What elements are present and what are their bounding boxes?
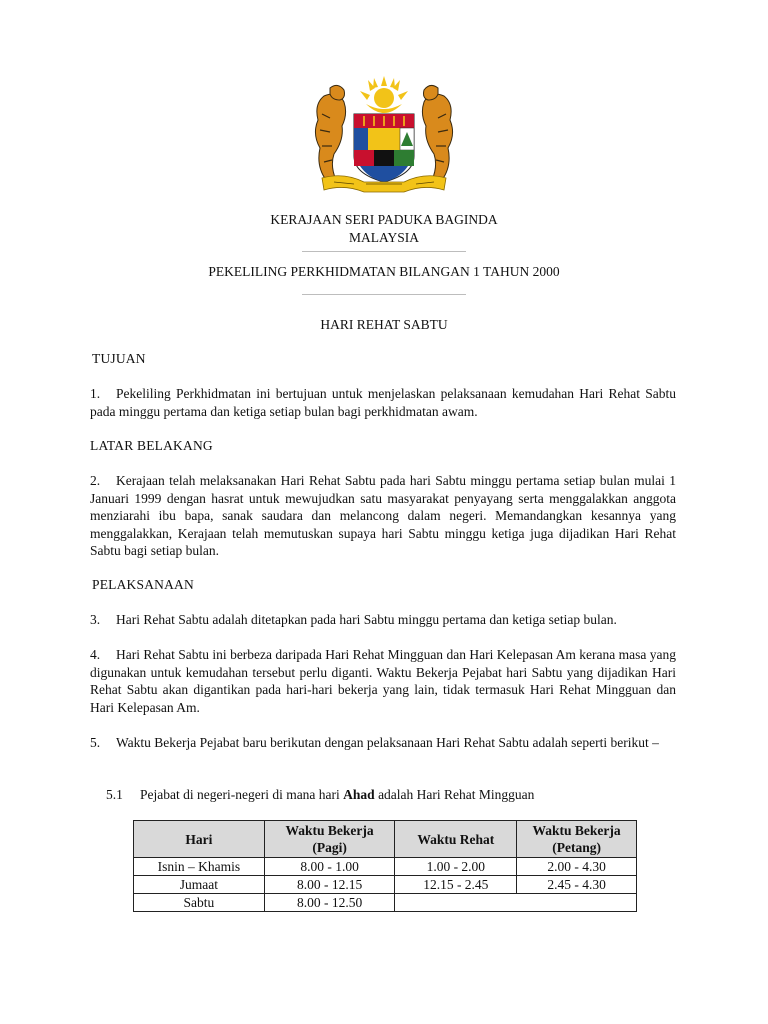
- subject-title: HARI REHAT SABTU: [320, 317, 448, 332]
- header-line: (Pagi): [312, 840, 347, 855]
- paragraph-number: 3.: [90, 612, 101, 627]
- table-row: [134, 894, 637, 912]
- cell-petang: 2.00 - 4.30: [517, 858, 637, 876]
- country-title: MALAYSIA: [348, 230, 419, 245]
- paragraph-number: 2.: [90, 473, 101, 488]
- section-heading-tujuan: TUJUAN: [92, 351, 146, 366]
- table-header-row: [134, 821, 637, 858]
- circular-title: PEKELILING PERKHIDMATAN BILANGAN 1 TAHUN 2000: [208, 264, 560, 279]
- cell-pagi: 8.00 - 12.50: [264, 894, 395, 912]
- column-header-petang: [517, 821, 637, 858]
- header-line: Waktu Bekerja: [285, 823, 374, 838]
- column-header-hari: Hari: [134, 821, 265, 858]
- table-row: [134, 858, 637, 876]
- paragraph-number: 5.: [90, 735, 101, 750]
- paragraph-text: Kerajaan telah melaksanakan Hari Rehat Sabtu pada hari Sabtu minggu pertama setiap bulan mulai 1 Januari 1999 dengan hasrat untuk mewujudkan satu masyarakat penyayang serta menggalakkan anggota menziarahi ibu bapa, sanak saudara dan melancong dalam negeri. Memandangkan kesannya yang menggalakkan, Kerajaan telah memutuskan supaya hari Sabtu minggu ketiga juga dijadikan Hari Rehat Sabtu bagi setiap bulan.: [90, 473, 676, 558]
- cell-pagi: 8.00 - 12.15: [264, 876, 395, 894]
- subparagraph-number: 5.1: [106, 787, 123, 802]
- coat-of-arms-logo: [304, 74, 464, 196]
- cell-hari: Isnin – Khamis: [134, 858, 265, 876]
- government-title: KERAJAAN SERI PADUKA BAGINDA: [270, 212, 498, 227]
- paragraph-4: [90, 646, 676, 716]
- paragraph-3: [90, 611, 676, 629]
- cell-hari: Jumaat: [134, 876, 265, 894]
- cell-hari: Sabtu: [134, 894, 265, 912]
- header-line: (Petang): [552, 840, 601, 855]
- table-row: [134, 876, 637, 894]
- subparagraph-text-after: adalah Hari Rehat Mingguan: [374, 787, 535, 802]
- subparagraph-5-1: [106, 786, 534, 804]
- column-header-rehat: Waktu Rehat: [395, 821, 517, 858]
- paragraph-5: [90, 734, 676, 752]
- paragraph-text: Waktu Bekerja Pejabat baru berikutan dengan pelaksanaan Hari Rehat Sabtu adalah seperti berikut –: [116, 735, 659, 750]
- paragraph-2: [90, 472, 676, 560]
- section-heading-pelaksanaan: PELAKSANAAN: [92, 577, 194, 592]
- section-heading-latar-belakang: LATAR BELAKANG: [90, 438, 213, 453]
- cell-rehat: 1.00 - 2.00: [395, 858, 517, 876]
- working-hours-table: [133, 820, 637, 912]
- paragraph-1: [90, 385, 676, 420]
- divider-line: [302, 294, 466, 295]
- paragraph-text: Hari Rehat Sabtu adalah ditetapkan pada hari Sabtu minggu pertama dan ketiga setiap bulan.: [116, 612, 617, 627]
- paragraph-text: Pekeliling Perkhidmatan ini bertujuan untuk menjelaskan pelaksanaan kemudahan Hari Rehat Sabtu pada minggu pertama dan ketiga setiap bulan bagi perkhidmatan awam.: [90, 386, 676, 419]
- cell-empty: [395, 894, 637, 912]
- column-header-pagi: [264, 821, 395, 858]
- subparagraph-text-before: Pejabat di negeri-negeri di mana hari: [140, 787, 344, 802]
- cell-pagi: 8.00 - 1.00: [264, 858, 395, 876]
- paragraph-text: Hari Rehat Sabtu ini berbeza daripada Hari Rehat Mingguan dan Hari Kelepasan Am kerana masa yang digunakan untuk kemudahan tersebut perlu diganti. Waktu Bekerja Pejabat hari Sabtu yang dijadikan Hari Rehat Sabtu akan digantikan pada hari-hari bekerja yang lain, tidak termasuk Hari Rehat Mingguan dan Hari Kelepasan Am.: [90, 647, 676, 715]
- cell-petang: 2.45 - 4.30: [517, 876, 637, 894]
- divider-line: [302, 251, 466, 252]
- header-line: Waktu Bekerja: [532, 823, 621, 838]
- paragraph-number: 1.: [90, 386, 101, 401]
- paragraph-number: 4.: [90, 647, 101, 662]
- subparagraph-bold-day: Ahad: [343, 787, 375, 802]
- cell-rehat: 12.15 - 2.45: [395, 876, 517, 894]
